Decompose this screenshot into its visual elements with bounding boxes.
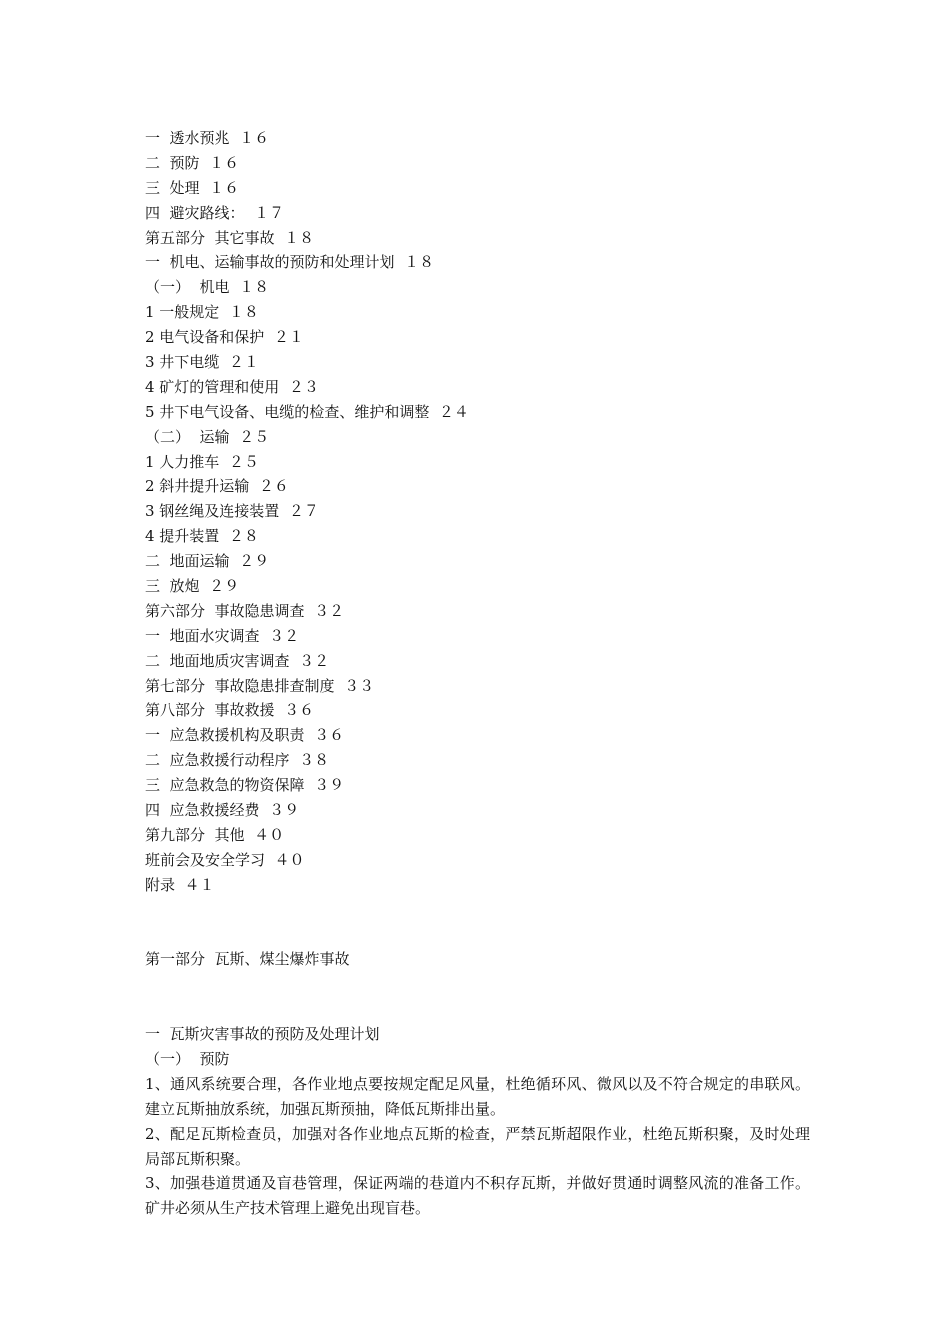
toc-entry: 3 井下电缆 ２１ [145,353,259,372]
toc-entry: 第五部分 其它事故 １８ [145,228,315,247]
table-of-contents [145,126,469,898]
paragraph: 2、配足瓦斯检查员，加强对各作业地点瓦斯的检查，严禁瓦斯超限作业，杜绝瓦斯积聚，及时处理局部瓦斯积聚。 [145,1124,810,1168]
toc-entry: （二） 运输 ２５ [145,427,270,446]
subsection-heading: 一 瓦斯灾害事故的预防及处理计划 [145,1025,380,1043]
toc-entry: 第九部分 其他 ４０ [145,825,285,844]
paragraph: 1、通风系统要合理，各作业地点要按规定配足风量，杜绝循环风、微风以及不符合规定的串联风。建立瓦斯抽放系统，加强瓦斯预抽，降低瓦斯排出量。 [145,1074,810,1118]
toc-entry: 二 应急救援行动程序 ３８ [145,751,330,770]
toc-entry: 二 预防 １６ [145,153,240,172]
subsubsection-heading: （一） 预防 [145,1049,230,1068]
section-body [145,1022,810,1221]
toc-entry: 第七部分 事故隐患排查制度 ３３ [145,676,375,695]
toc-entry: 4 提升装置 ２８ [145,527,259,546]
toc-entry: 二 地面地质灾害调查 ３２ [145,651,330,670]
toc-entry: 1 一般规定 １８ [145,303,259,322]
toc-entry: 一 机电、运输事故的预防和处理计划 １８ [145,253,435,272]
toc-entry: 4 矿灯的管理和使用 ２３ [145,377,319,396]
toc-entry: 一 透水预兆 １６ [145,129,270,147]
toc-entry: 一 地面水灾调查 ３２ [145,626,300,645]
toc-entry: 三 应急救急的物资保障 ３９ [145,776,345,795]
toc-entry: 二 地面运输 ２９ [145,552,270,571]
toc-entry: 附录 ４１ [145,875,215,894]
toc-entry: 2 斜井提升运输 ２６ [145,477,289,496]
toc-entry: 3 钢丝绳及连接装置 ２７ [145,502,319,521]
toc-entry: 第六部分 事故隐患调查 ３２ [145,601,345,620]
toc-entry: 四 应急救援经费 ３９ [145,801,300,820]
toc-entry: 一 应急救援机构及职责 ３６ [145,726,345,745]
toc-entry: 班前会及安全学习 ４０ [145,850,305,869]
toc-entry: 2 电气设备和保护 ２１ [145,328,304,347]
toc-entry: 第八部分 事故救援 ３６ [145,701,315,720]
toc-entry: 5 井下电气设备、电缆的检查、维护和调整 ２４ [145,402,469,421]
toc-entry: 1 人力推车 ２５ [145,452,259,471]
toc-entry: 四 避灾路线： １７ [145,203,285,222]
paragraph: 3、加强巷道贯通及盲巷管理，保证两端的巷道内不积存瓦斯，并做好贯通时调整风流的准备工作。矿井必须从生产技术管理上避免出现盲巷。 [145,1174,810,1218]
toc-entry: 三 放炮 ２９ [145,577,240,596]
toc-entry: （一） 机电 １８ [145,278,270,297]
toc-entry: 三 处理 １６ [145,178,240,197]
section-heading: 第一部分 瓦斯、煤尘爆炸事故 [145,950,350,968]
